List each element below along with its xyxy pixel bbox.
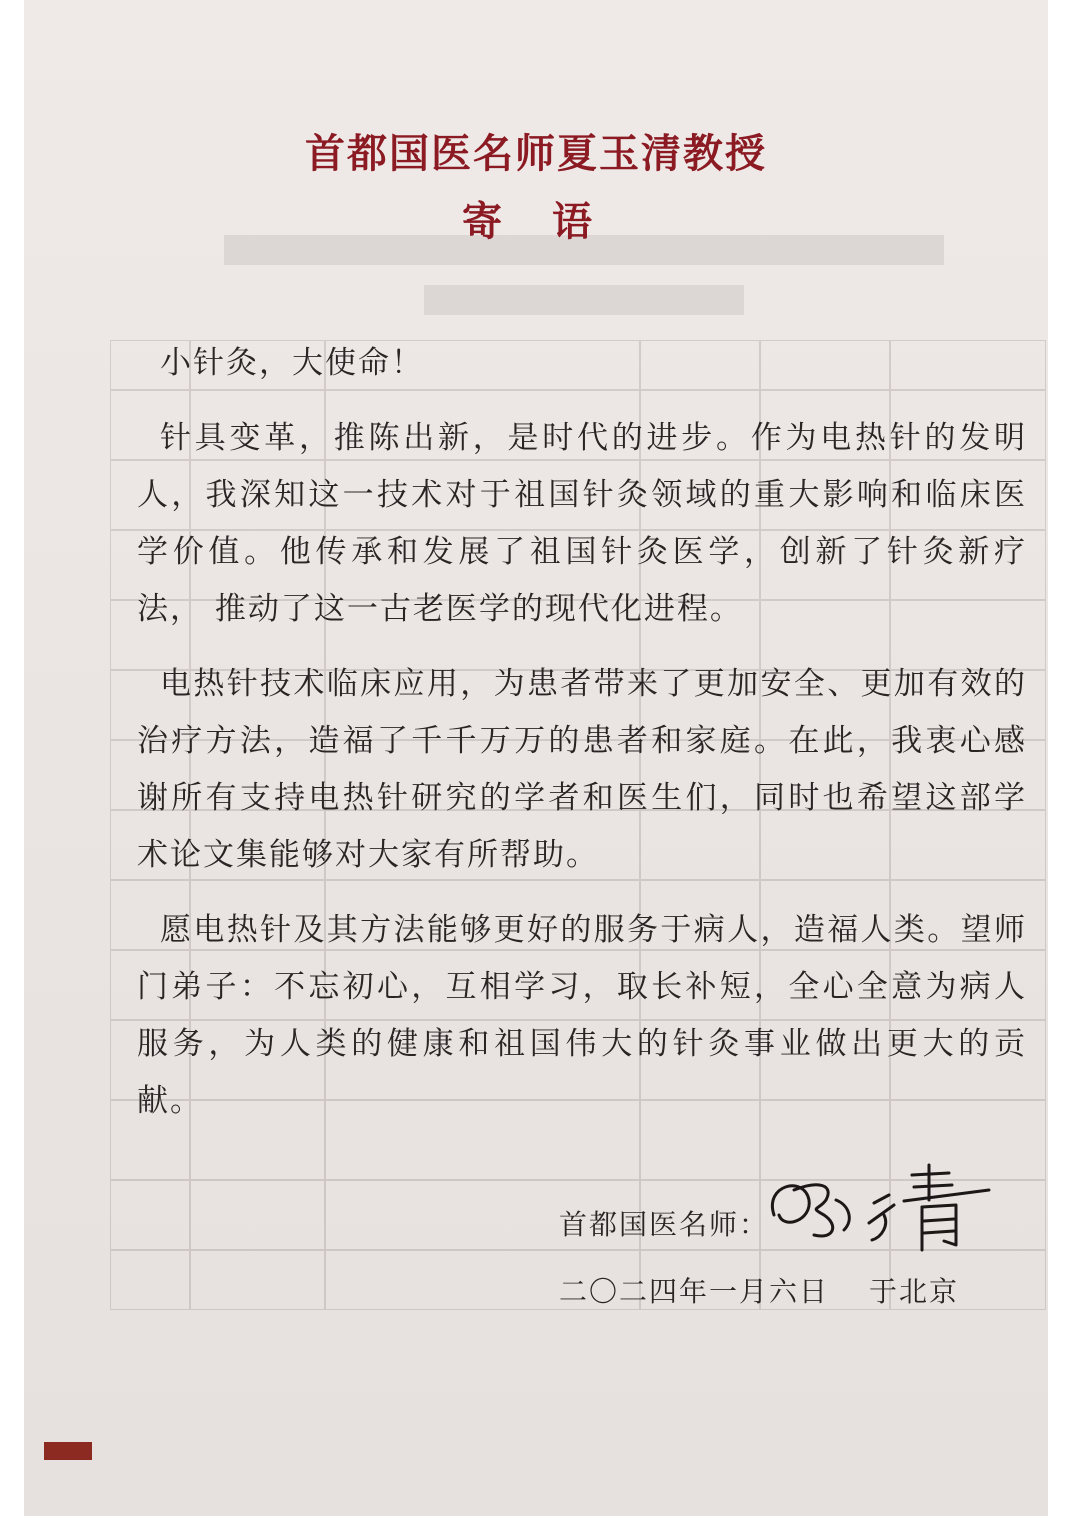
paragraph-3: 愿电热针及其方法能够更好的服务于病人，造福人类。望师门弟子：不忘初心，互相学习，取长补短，全心全意为病人服务，为人类的健康和祖国伟大的针灸事业做出更大的贡献。: [137, 912, 1027, 1119]
date-line: [559, 1270, 959, 1310]
page-subtitle: 寄 语: [462, 198, 610, 245]
page-corner-mark: [44, 1442, 92, 1460]
salutation: 小针灸，大使命！: [160, 345, 424, 381]
letter-body: [137, 335, 1027, 1148]
page-title: 首都国医名师夏玉清教授: [305, 130, 767, 177]
signature-block: [559, 1175, 1019, 1275]
paragraph-1: 针具变革，推陈出新，是时代的进步。作为电热针的发明人，我深知这一技术对于祖国针灸领域的重大影响和临床医学价值。他传承和发展了祖国针灸医学，创新了针灸新疗法， 推动了这一古老医学的现代化进程。: [137, 420, 1027, 627]
date-text: 二〇二四年一月六日: [559, 1275, 830, 1308]
place-text: 于北京: [869, 1275, 960, 1308]
letter-page: [24, 0, 1048, 1516]
handwritten-signature: [764, 1145, 994, 1255]
paragraph-2: 电热针技术临床应用，为患者带来了更加安全、更加有效的治疗方法，造福了千千万万的患者和家庭。在此，我衷心感谢所有支持电热针研究的学者和医生们，同时也希望这部学术论文集能够对大家有所帮助。: [137, 666, 1027, 873]
signature-label: 首都国医名师：: [559, 1208, 770, 1241]
